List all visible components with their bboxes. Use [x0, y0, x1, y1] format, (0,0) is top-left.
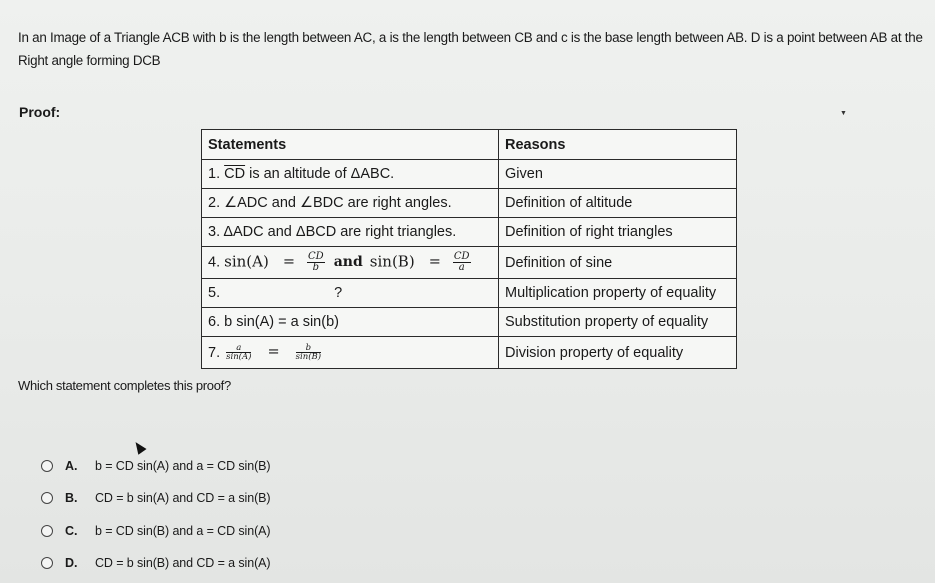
segment-cd: $\overline{CD}$: [224, 166, 246, 182]
fraction: $\frac{b}{\sin(B)}$: [295, 342, 322, 362]
reason-cell: Definition of sine: [499, 247, 737, 279]
proof-row: [202, 218, 737, 247]
reason-cell: Multiplication property of equality: [499, 279, 737, 308]
proof-label: Proof:: [19, 104, 61, 120]
statement-cell: 2. ∠ADC and ∠BDC are right angles.: [202, 189, 499, 218]
statement-cell: 3. ΔADC and ΔBCD are right triangles.: [202, 218, 499, 247]
proof-row: [202, 247, 737, 279]
proof-row: [202, 189, 737, 218]
reason-cell: Definition of right triangles: [499, 218, 737, 247]
corner-mark-icon: ▼: [840, 110, 847, 117]
radio-button-icon[interactable]: [41, 525, 53, 537]
missing-statement: ?: [334, 285, 343, 301]
proof-row: [202, 337, 737, 369]
statements-header: Statements: [202, 130, 499, 160]
reason-cell: Substitution property of equality: [499, 308, 737, 337]
option-d[interactable]: D. CD = b sin(B) and CD = a sin(A): [41, 553, 270, 573]
statement-cell: 4. sin(A) = $\frac{CD}{b}$ and sin(B) = $\frac{CD}{a}$: [202, 247, 499, 279]
option-c[interactable]: C. b = CD sin(B) and a = CD sin(A): [41, 521, 270, 541]
option-a[interactable]: A. b = CD sin(A) and a = CD sin(B): [41, 456, 270, 476]
problem-statement: In an Image of a Triangle ACB with b is the length between AC, a is the length between CB and c is the base length between AB. D is a point between AB at the Right angle forming DCB: [18, 30, 923, 68]
statement-cell: 6. b sin(A) = a sin(b): [202, 308, 499, 337]
fraction: $\frac{CD}{b}$: [308, 251, 324, 273]
proof-row: [202, 160, 737, 189]
statement-cell: 5. ?: [202, 279, 499, 308]
proof-row: [202, 279, 737, 308]
reason-cell: Division property of equality: [499, 337, 737, 369]
header-row: [202, 130, 737, 160]
fraction: $\frac{CD}{a}$: [453, 251, 470, 273]
statement-cell: 1. $\overline{CD}$ is an altitude of ΔABC.: [202, 160, 499, 189]
proof-table: [201, 129, 737, 369]
fraction: $\frac{a}{\sin(A)}$: [226, 342, 252, 362]
question-text: Which statement completes this proof?: [18, 378, 231, 393]
proof-row: [202, 308, 737, 337]
reasons-header: Reasons: [499, 130, 737, 160]
radio-button-icon[interactable]: [41, 460, 53, 472]
mouse-pointer-icon: [131, 439, 146, 455]
statement-cell: 7. $\frac{a}{\sin(A)}$ = $\frac{b}{\sin(B)}$: [202, 337, 499, 369]
option-b[interactable]: B. CD = b sin(A) and CD = a sin(B): [41, 488, 270, 508]
radio-button-icon[interactable]: [41, 492, 53, 504]
radio-button-icon[interactable]: [41, 557, 53, 569]
reason-cell: Definition of altitude: [499, 189, 737, 218]
reason-cell: Given: [499, 160, 737, 189]
